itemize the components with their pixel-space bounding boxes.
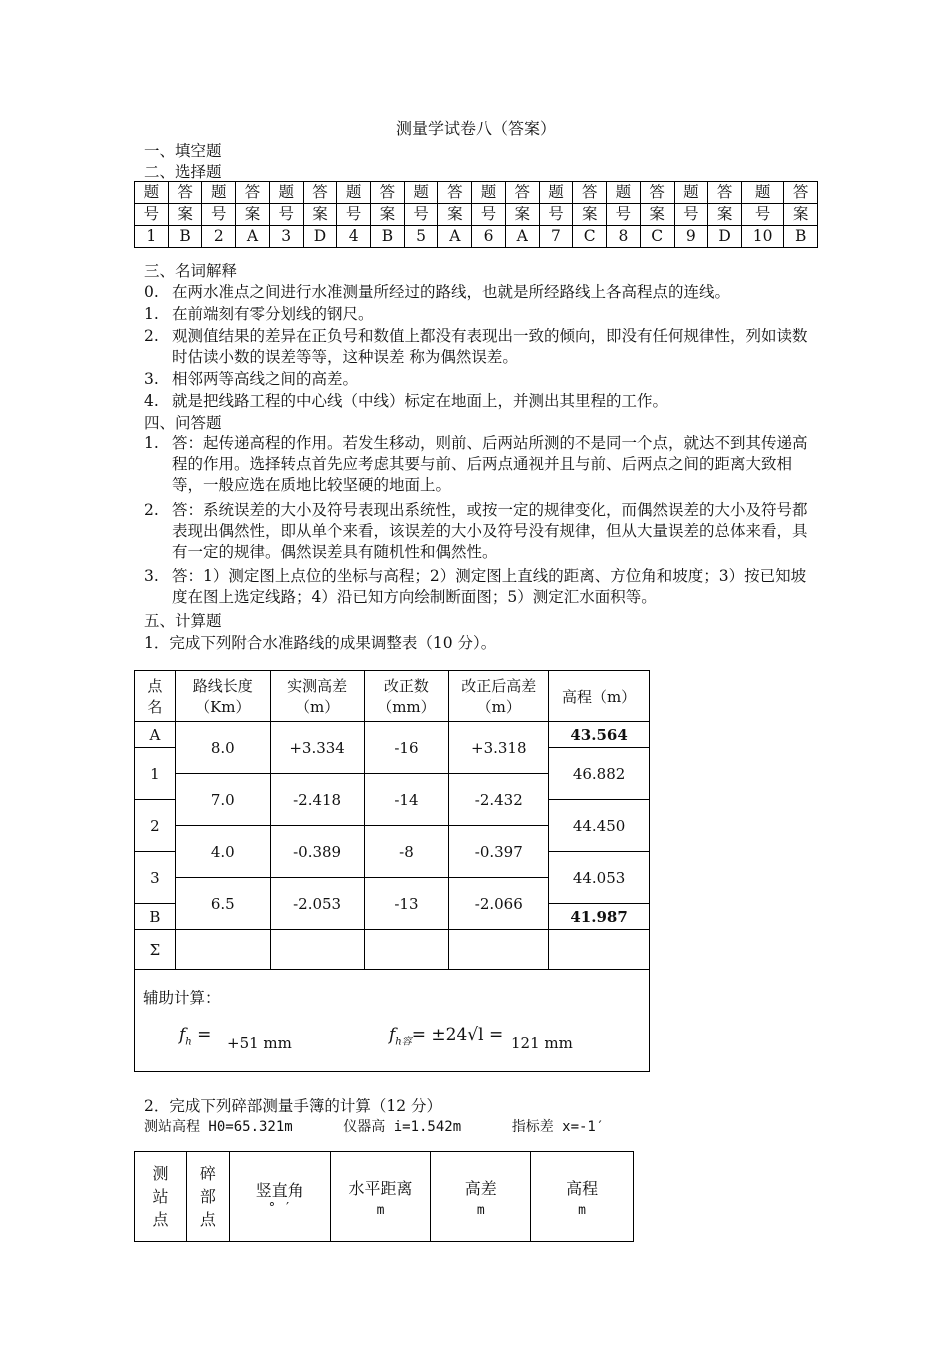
mcq-answer-row (135, 226, 818, 248)
header-height-difference (431, 1152, 531, 1242)
header-vertical-angle (229, 1152, 330, 1242)
section-fill-blank: 一、填空题 (144, 142, 222, 160)
mcq-header-cell: 题 (472, 182, 506, 204)
mcq-cell: 7 (539, 226, 573, 248)
header-adjusted-dh (449, 671, 549, 722)
segment-measured-dh: -0.389 (270, 826, 364, 878)
segment-measured-dh: -2.418 (270, 774, 364, 826)
mcq-header-cell: 题 (404, 182, 438, 204)
header-text: 高差 (464, 1178, 497, 1198)
definition-item (144, 326, 816, 368)
mcq-cell: D (708, 226, 742, 248)
segment-length: 7.0 (175, 774, 270, 826)
mcq-cell: 5 (404, 226, 438, 248)
sum-cell (175, 930, 270, 970)
mcq-header-cell: 题 (674, 182, 708, 204)
mcq-cell: B (168, 226, 202, 248)
header-text: 水平距离 (348, 1178, 413, 1198)
point-elevation: 46.882 (549, 748, 650, 800)
mcq-header-top-row (135, 182, 818, 204)
mcq-cell: B (784, 226, 818, 248)
section-questions: 四、问答题 (144, 414, 222, 432)
sheet-header-row (135, 1152, 634, 1242)
mcq-cell: C (640, 226, 674, 248)
item-number: 4. (144, 392, 159, 410)
segment-adjusted-dh: -0.397 (449, 826, 549, 878)
mcq-cell: 4 (337, 226, 371, 248)
mcq-header-cell: 案 (573, 204, 607, 226)
header-text: 高程 (566, 1178, 599, 1198)
point-elevation: 43.564 (549, 722, 650, 748)
fhr-symbol: f (389, 1025, 396, 1045)
header-horizontal-distance (330, 1152, 431, 1242)
mcq-header-cell: 号 (202, 204, 236, 226)
mcq-header-cell: 答 (371, 182, 405, 204)
item-number: 2. (144, 327, 159, 345)
sum-row (135, 930, 650, 970)
fhr-value: 121 mm (511, 1034, 573, 1052)
item-text: 相邻两等高线之间的高差。 (172, 370, 359, 388)
point-name: 3 (135, 852, 176, 904)
header-text: 实测高差 (287, 677, 348, 695)
point-name: A (135, 722, 176, 748)
header-unit: m (578, 1202, 586, 1218)
aux-calc-label: 辅助计算： (143, 989, 221, 1007)
segment-correction: -13 (364, 878, 449, 930)
fhr-subscript: h容 (395, 1036, 412, 1048)
segment-length: 4.0 (175, 826, 270, 878)
mcq-header-cell: 号 (674, 204, 708, 226)
mcq-header-cell: 案 (168, 204, 202, 226)
mcq-cell: B (371, 226, 405, 248)
mcq-answer-table (134, 181, 818, 248)
item-text: 在两水准点之间进行水准测量所经过的路线，也就是所经路线上各高程点的连线。 (172, 283, 731, 301)
segment-measured-dh: -2.053 (270, 878, 364, 930)
adj-header-row (135, 671, 650, 722)
segment-correction: -14 (364, 774, 449, 826)
point-elevation: 41.987 (549, 904, 650, 930)
fhr-expression: = ±24√l = (411, 1025, 504, 1045)
mcq-cell: 2 (202, 226, 236, 248)
mcq-header-cell: 答 (303, 182, 337, 204)
mcq-header-cell: 答 (505, 182, 539, 204)
header-text: （mm） (377, 698, 436, 716)
point-elevation: 44.053 (549, 852, 650, 904)
header-text: 点 (199, 1210, 216, 1229)
mcq-header-cell: 案 (371, 204, 405, 226)
mcq-header-cell: 题 (539, 182, 573, 204)
mcq-header-bottom-row (135, 204, 818, 226)
header-correction (364, 671, 449, 722)
calc1-heading: 1．完成下列附合水准路线的成果调整表（10 分）。 (144, 634, 497, 652)
mcq-cell: 10 (741, 226, 783, 248)
segment-length: 8.0 (175, 722, 270, 774)
adj-row (135, 722, 650, 748)
item-number: 1. (144, 305, 159, 323)
mcq-header-cell: 号 (135, 204, 169, 226)
item-text: 答：系统误差的大小及符号表现出系统性，或按一定的规律变化，而偶然误差的大小及符号都表现出偶然性，即从单个来看，该误差的大小及符号没有规律，但从大量误差的总体来看，具有一定的规律。偶然误差具有随机性和偶然性。 (172, 501, 808, 561)
qa-item (144, 500, 816, 563)
section-multiple-choice: 二、选择题 (144, 163, 222, 181)
mcq-header-cell: 号 (539, 204, 573, 226)
header-unit: m (376, 1202, 385, 1218)
mcq-cell: 6 (472, 226, 506, 248)
header-elevation (531, 1152, 634, 1242)
sum-cell (364, 930, 449, 970)
section-calculation: 五、计算题 (144, 612, 222, 630)
item-number: 3. (144, 567, 159, 585)
mcq-cell: 8 (607, 226, 641, 248)
fh-symbol: f (179, 1025, 186, 1045)
item-number: 1. (144, 434, 159, 452)
mcq-header-cell: 答 (573, 182, 607, 204)
mcq-cell: D (303, 226, 337, 248)
item-text: 答：起传递高程的作用。若发生移动，则前、后两站所测的不是同一个点，就达不到其传递高程的作用。选择转点首先应考虑其要与前、后两点通视并且与前、后两点之间的距离大致相等，一般应选在质地比较坚硬的地面上。 (172, 434, 808, 494)
mcq-header-cell: 答 (168, 182, 202, 204)
header-text: 部 (199, 1187, 216, 1206)
sum-cell (270, 930, 364, 970)
segment-correction: -16 (364, 722, 449, 774)
item-text: 观测值结果的差异在正负号和数值上都没有表现出一致的倾向，即没有任何规律性，列如读数时估读小数的误差等等，这种误差 称为偶然误差。 (172, 327, 808, 366)
mcq-header-cell: 号 (404, 204, 438, 226)
aux-calc-cell (135, 970, 650, 1072)
header-unit: ° ′ (267, 1200, 292, 1216)
header-text: 测 (152, 1164, 169, 1183)
item-number: 0. (144, 283, 159, 301)
header-measured-dh (270, 671, 364, 722)
mcq-header-cell: 答 (784, 182, 818, 204)
mcq-header-cell: 答 (708, 182, 742, 204)
mcq-header-cell: 号 (472, 204, 506, 226)
segment-measured-dh: +3.334 (270, 722, 364, 774)
header-station (135, 1152, 187, 1242)
mcq-cell: A (505, 226, 539, 248)
fh-value: +51 mm (227, 1034, 292, 1052)
mcq-header-cell: 号 (741, 204, 783, 226)
page-title: 测量学试卷八（答案） (395, 119, 556, 138)
header-text: （Km） (195, 698, 251, 716)
header-text: 竖直角 (255, 1180, 304, 1200)
definition-item (144, 369, 816, 390)
header-point (135, 671, 176, 722)
header-text: （m） (294, 698, 340, 716)
header-detail-point (186, 1152, 229, 1242)
mcq-header-cell: 案 (784, 204, 818, 226)
header-text: 站 (152, 1187, 169, 1206)
mcq-header-cell: 答 (438, 182, 472, 204)
mcq-header-cell: 案 (303, 204, 337, 226)
segment-adjusted-dh: -2.066 (449, 878, 549, 930)
definition-item (144, 391, 816, 412)
mcq-header-cell: 题 (135, 182, 169, 204)
mcq-cell: A (438, 226, 472, 248)
mcq-header-cell: 题 (741, 182, 783, 204)
header-length (175, 671, 270, 722)
fh-allowable-formula (389, 1025, 503, 1047)
point-name: B (135, 904, 176, 930)
mcq-header-cell: 答 (236, 182, 270, 204)
header-unit: m (476, 1202, 485, 1218)
mcq-cell: 3 (269, 226, 303, 248)
calc2-heading: 2．完成下列碎部测量手簿的计算（12 分） (144, 1097, 443, 1115)
mcq-header-cell: 案 (708, 204, 742, 226)
sum-cell (549, 930, 650, 970)
sum-cell (449, 930, 549, 970)
detail-survey-table (134, 1151, 634, 1242)
item-text: 答：1）测定图上点位的坐标与高程；2）测定图上直线的距离、方位角和坡度；3）按已知坡度在图上选定线路；4）沿已知方向绘制断面图；5）测定汇水面积等。 (172, 567, 807, 606)
segment-adjusted-dh: +3.318 (449, 722, 549, 774)
header-text: 碎 (199, 1164, 216, 1183)
header-text: 名 (147, 698, 163, 716)
mcq-header-cell: 号 (607, 204, 641, 226)
header-text: （m） (476, 698, 521, 716)
segment-length: 6.5 (175, 878, 270, 930)
definition-item (144, 304, 816, 325)
mcq-header-cell: 案 (236, 204, 270, 226)
mcq-header-cell: 案 (505, 204, 539, 226)
fh-subscript: h (185, 1036, 192, 1048)
segment-correction: -8 (364, 826, 449, 878)
item-number: 3. (144, 370, 159, 388)
mcq-header-cell: 题 (202, 182, 236, 204)
mcq-header-cell: 题 (607, 182, 641, 204)
section-terms: 三、名词解释 (144, 262, 238, 280)
mcq-cell: 9 (674, 226, 708, 248)
mcq-header-cell: 案 (438, 204, 472, 226)
segment-adjusted-dh: -2.432 (449, 774, 549, 826)
header-text: 路线长度 (192, 677, 253, 695)
header-elevation: 高程（m） (549, 671, 650, 722)
item-text: 就是把线路工程的中心线（中线）标定在地面上，并测出其里程的工作。 (172, 392, 669, 410)
aux-calc-row (135, 970, 650, 1072)
header-text: 改正后高差 (461, 677, 537, 695)
definition-item (144, 282, 816, 303)
mcq-header-cell: 号 (337, 204, 371, 226)
fh-formula: $f_h$ = (179, 1025, 212, 1048)
item-number: 2. (144, 501, 159, 519)
header-text: 点 (147, 677, 163, 695)
mcq-header-cell: 题 (337, 182, 371, 204)
mcq-header-cell: 题 (269, 182, 303, 204)
item-text: 在前端刻有零分划线的钢尺。 (172, 305, 374, 323)
mcq-cell: C (573, 226, 607, 248)
mcq-header-cell: 号 (269, 204, 303, 226)
qa-item (144, 566, 816, 608)
header-text: 点 (152, 1210, 169, 1229)
header-text: 改正数 (383, 677, 429, 695)
mcq-cell: A (236, 226, 270, 248)
mcq-cell: 1 (135, 226, 169, 248)
point-name: 1 (135, 748, 176, 800)
sum-symbol: Σ (135, 930, 176, 970)
qa-item (144, 433, 816, 496)
mcq-header-cell: 答 (640, 182, 674, 204)
mcq-header-cell: 案 (640, 204, 674, 226)
calc2-station-info: 测站高程 H0=65.321m 仪器高 i=1.542m 指标差 x=-1′ (144, 1119, 605, 1135)
point-name: 2 (135, 800, 176, 852)
leveling-adjustment-table (134, 670, 650, 1072)
point-elevation: 44.450 (549, 800, 650, 852)
